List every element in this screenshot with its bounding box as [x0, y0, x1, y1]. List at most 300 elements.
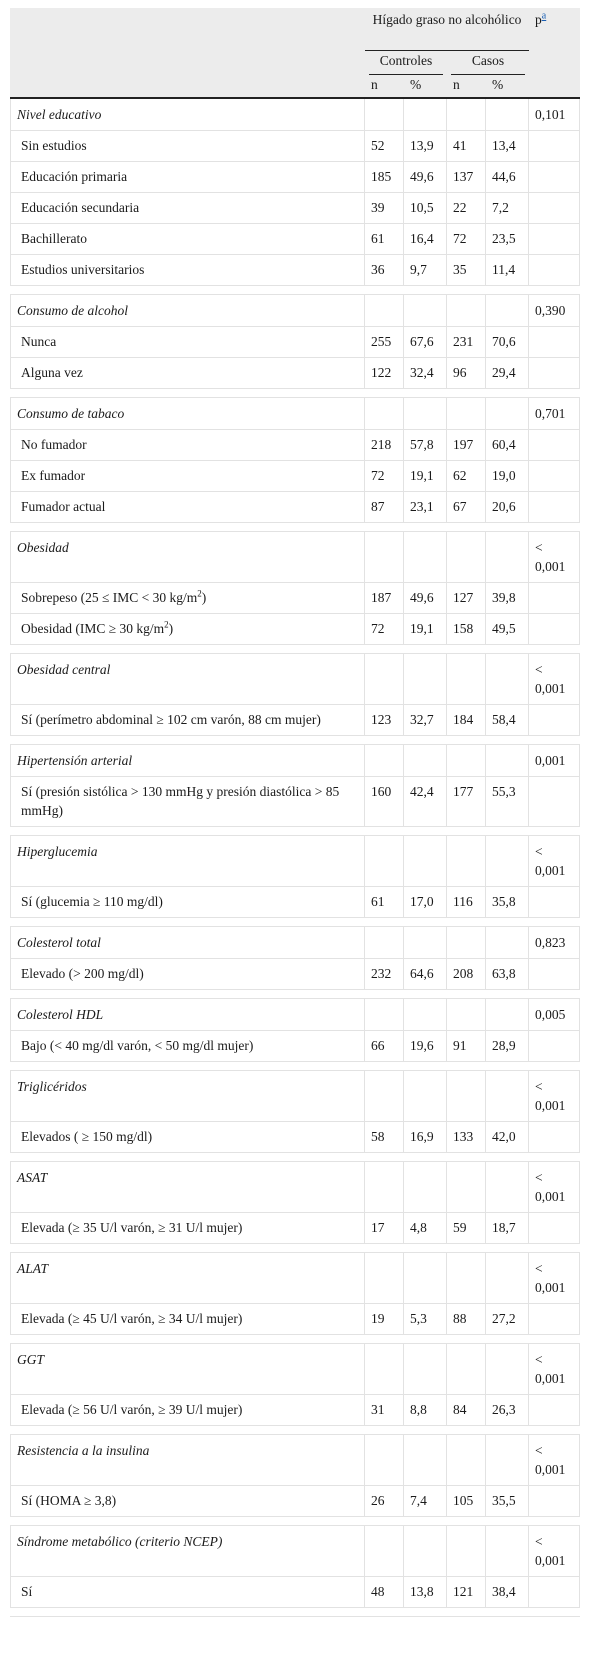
footnote-link[interactable]: a: [541, 10, 547, 22]
section-title: Hiperglucemia: [10, 836, 365, 887]
empty-cell: [365, 745, 404, 777]
empty-cell: [447, 1344, 486, 1395]
section-spacer: [10, 1517, 580, 1526]
table-row: [10, 1122, 580, 1153]
empty-cell: [404, 1253, 447, 1304]
cases-n-cell: 96: [447, 358, 486, 389]
empty-cell: [529, 430, 580, 461]
section-spacer: [10, 1426, 580, 1435]
p-value-cell: < 0,001: [529, 1162, 580, 1213]
controls-pct-cell: 10,5: [404, 193, 447, 224]
cases-n-cell: 231: [447, 327, 486, 358]
section-row: [10, 1253, 580, 1304]
empty-cell: [529, 492, 580, 523]
empty-cell: [365, 1435, 404, 1486]
cases-n-cell: 67: [447, 492, 486, 523]
section-title: Síndrome metabólico (criterio NCEP): [10, 1526, 365, 1577]
row-label: Sí (HOMA ≥ 3,8): [10, 1486, 365, 1517]
controls-n-cell: 19: [365, 1304, 404, 1335]
section-spacer: [10, 990, 580, 999]
controls-pct-cell: 67,6: [404, 327, 447, 358]
spacer-cell: [10, 389, 580, 398]
cases-pct-cell: 60,4: [486, 430, 529, 461]
cases-pct-cell: 19,0: [486, 461, 529, 492]
cases-pct-cell: 63,8: [486, 959, 529, 990]
cases-pct-cell: 23,5: [486, 224, 529, 255]
controls-n-cell: 218: [365, 430, 404, 461]
section-spacer: [10, 918, 580, 927]
spacer-cell: [10, 523, 580, 532]
table-header: [10, 8, 580, 99]
empty-cell: [486, 745, 529, 777]
empty-cell: [365, 1344, 404, 1395]
controls-pct-cell: 19,6: [404, 1031, 447, 1062]
cases-n-header: n: [447, 75, 486, 99]
controls-n-cell: 160: [365, 777, 404, 827]
cases-pct-cell: 29,4: [486, 358, 529, 389]
controls-pct-cell: 4,8: [404, 1213, 447, 1244]
empty-cell: [486, 1344, 529, 1395]
section-row: [10, 1435, 580, 1486]
empty-cell: [404, 999, 447, 1031]
cases-n-cell: 35: [447, 255, 486, 286]
empty-cell: [486, 999, 529, 1031]
row-label: Sí: [10, 1577, 365, 1608]
cases-pct-cell: 35,8: [486, 887, 529, 918]
empty-cell: [486, 295, 529, 327]
empty-cell: [486, 1435, 529, 1486]
section-row: [10, 745, 580, 777]
cases-pct-cell: 39,8: [486, 583, 529, 614]
spacer-cell: [10, 918, 580, 927]
section-title: ALAT: [10, 1253, 365, 1304]
section-row: [10, 532, 580, 583]
controls-n-cell: 52: [365, 131, 404, 162]
empty-cell: [365, 927, 404, 959]
table-row: [10, 358, 580, 389]
table-row: [10, 430, 580, 461]
spacer-cell: [10, 1335, 580, 1344]
controls-pct-cell: 16,4: [404, 224, 447, 255]
section-title: Obesidad central: [10, 654, 365, 705]
empty-cell: [529, 131, 580, 162]
empty-cell: [365, 1253, 404, 1304]
section-row: [10, 398, 580, 430]
section-spacer: [10, 645, 580, 654]
cases-pct-cell: 20,6: [486, 492, 529, 523]
table-row: [10, 777, 580, 827]
table-row: [10, 255, 580, 286]
controls-n-cell: 48: [365, 1577, 404, 1608]
cases-pct-cell: 55,3: [486, 777, 529, 827]
p-value-header: [529, 8, 580, 51]
cases-pct-cell: 28,9: [486, 1031, 529, 1062]
empty-cell: [404, 1162, 447, 1213]
empty-cell: [447, 654, 486, 705]
section-title: GGT: [10, 1344, 365, 1395]
section-spacer: [10, 286, 580, 295]
empty-cell: [529, 193, 580, 224]
controls-pct-cell: 64,6: [404, 959, 447, 990]
empty-cell: [529, 614, 580, 645]
spacer-cell: [10, 990, 580, 999]
empty-cell: [404, 1344, 447, 1395]
cases-pct-cell: 70,6: [486, 327, 529, 358]
empty-cell: [529, 1486, 580, 1517]
controls-pct-cell: 8,8: [404, 1395, 447, 1426]
row-label: Sí (perímetro abdominal ≥ 102 cm varón, 88 cm mujer): [10, 705, 365, 736]
row-label: Bajo (< 40 mg/dl varón, < 50 mg/dl mujer): [10, 1031, 365, 1062]
section-title: Resistencia a la insulina: [10, 1435, 365, 1486]
controls-pct-cell: 13,8: [404, 1577, 447, 1608]
empty-cell: [447, 1435, 486, 1486]
empty-cell: [529, 705, 580, 736]
table-row: [10, 959, 580, 990]
section-row: [10, 1344, 580, 1395]
controls-n-cell: 26: [365, 1486, 404, 1517]
empty-cell: [447, 999, 486, 1031]
controls-pct-cell: 19,1: [404, 461, 447, 492]
section-spacer: [10, 523, 580, 532]
header-blank: [10, 51, 365, 75]
row-label: Sin estudios: [10, 131, 365, 162]
controls-n-cell: 61: [365, 224, 404, 255]
empty-cell: [529, 255, 580, 286]
section-title: Colesterol HDL: [10, 999, 365, 1031]
section-title: Nivel educativo: [10, 99, 365, 131]
row-label: Bachillerato: [10, 224, 365, 255]
empty-cell: [529, 224, 580, 255]
controls-n-cell: 36: [365, 255, 404, 286]
section-row: [10, 654, 580, 705]
table-row: [10, 327, 580, 358]
empty-cell: [404, 745, 447, 777]
section-row: [10, 295, 580, 327]
table-row: [10, 131, 580, 162]
controls-n-cell: 232: [365, 959, 404, 990]
empty-cell: [365, 1071, 404, 1122]
row-label: No fumador: [10, 430, 365, 461]
section-row: [10, 1526, 580, 1577]
row-label: Elevada (≥ 45 U/l varón, ≥ 34 U/l mujer): [10, 1304, 365, 1335]
section-row: [10, 927, 580, 959]
spacer-cell: [10, 1153, 580, 1162]
p-value-cell: 0,005: [529, 999, 580, 1031]
empty-cell: [529, 1122, 580, 1153]
row-label: Elevados ( ≥ 150 mg/dl): [10, 1122, 365, 1153]
controls-header: Controles: [365, 51, 447, 75]
empty-cell: [486, 836, 529, 887]
empty-cell: [365, 295, 404, 327]
cases-n-cell: 91: [447, 1031, 486, 1062]
empty-cell: [447, 927, 486, 959]
controls-n-cell: 72: [365, 614, 404, 645]
empty-cell: [404, 532, 447, 583]
p-value-cell: < 0,001: [529, 1253, 580, 1304]
empty-cell: [365, 836, 404, 887]
table-row: [10, 583, 580, 614]
row-label: Educación primaria: [10, 162, 365, 193]
section-title: Triglicéridos: [10, 1071, 365, 1122]
cases-n-cell: 133: [447, 1122, 486, 1153]
empty-cell: [486, 1526, 529, 1577]
controls-pct-cell: 5,3: [404, 1304, 447, 1335]
section-spacer: [10, 1153, 580, 1162]
controls-pct-cell: 9,7: [404, 255, 447, 286]
empty-cell: [404, 1526, 447, 1577]
controls-n-header: n: [365, 75, 404, 99]
empty-cell: [486, 1071, 529, 1122]
cases-pct-cell: 27,2: [486, 1304, 529, 1335]
cases-pct-cell: 13,4: [486, 131, 529, 162]
cases-n-cell: 22: [447, 193, 486, 224]
row-label: Sí (presión sistólica > 130 mmHg y presión diastólica > 85 mmHg): [10, 777, 365, 827]
row-label: Alguna vez: [10, 358, 365, 389]
cases-pct-cell: 38,4: [486, 1577, 529, 1608]
empty-cell: [365, 99, 404, 131]
empty-cell: [447, 1526, 486, 1577]
header-blank: [10, 75, 365, 99]
empty-cell: [404, 295, 447, 327]
table-row: [10, 492, 580, 523]
section-title: Obesidad: [10, 532, 365, 583]
empty-cell: [365, 1162, 404, 1213]
controls-pct-cell: 13,9: [404, 131, 447, 162]
table-row: [10, 1031, 580, 1062]
empty-cell: [404, 836, 447, 887]
cases-pct-cell: 26,3: [486, 1395, 529, 1426]
controls-n-cell: 185: [365, 162, 404, 193]
section-title: Colesterol total: [10, 927, 365, 959]
p-value-cell: < 0,001: [529, 532, 580, 583]
cases-n-cell: 41: [447, 131, 486, 162]
cases-n-cell: 127: [447, 583, 486, 614]
row-label: Obesidad (IMC ≥ 30 $kg/m^2$): [10, 614, 365, 645]
empty-cell: [404, 398, 447, 430]
table-row: [10, 1395, 580, 1426]
controls-n-cell: 66: [365, 1031, 404, 1062]
empty-cell: [365, 532, 404, 583]
cases-n-cell: 197: [447, 430, 486, 461]
cases-n-cell: 62: [447, 461, 486, 492]
p-label: p: [535, 12, 542, 27]
cases-n-cell: 59: [447, 1213, 486, 1244]
controls-n-cell: 58: [365, 1122, 404, 1153]
empty-cell: [404, 654, 447, 705]
p-value-cell: 0,701: [529, 398, 580, 430]
section-row: [10, 99, 580, 131]
controls-pct-cell: 23,1: [404, 492, 447, 523]
cases-pct-cell: 11,4: [486, 255, 529, 286]
table-row: [10, 224, 580, 255]
p-value-cell: < 0,001: [529, 1526, 580, 1577]
section-title: Hipertensión arterial: [10, 745, 365, 777]
controls-pct-cell: 57,8: [404, 430, 447, 461]
empty-cell: [529, 959, 580, 990]
empty-cell: [529, 777, 580, 827]
empty-cell: [447, 745, 486, 777]
table-row: [10, 1304, 580, 1335]
p-value-cell: 0,390: [529, 295, 580, 327]
table-row: [10, 705, 580, 736]
section-row: [10, 1162, 580, 1213]
p-value-cell: < 0,001: [529, 836, 580, 887]
row-label: Sí (glucemia ≥ 110 mg/dl): [10, 887, 365, 918]
empty-cell: [529, 1031, 580, 1062]
controls-pct-cell: 19,1: [404, 614, 447, 645]
controls-pct-cell: 32,7: [404, 705, 447, 736]
empty-cell: [447, 1162, 486, 1213]
section-spacer: [10, 1062, 580, 1071]
cases-n-cell: 158: [447, 614, 486, 645]
empty-cell: [404, 99, 447, 131]
controls-pct-cell: 32,4: [404, 358, 447, 389]
section-spacer: [10, 1608, 580, 1617]
spacer-cell: [10, 645, 580, 654]
section-title: Consumo de alcohol: [10, 295, 365, 327]
cases-n-cell: 72: [447, 224, 486, 255]
cases-n-cell: 116: [447, 887, 486, 918]
empty-cell: [404, 1435, 447, 1486]
spacer-cell: [10, 1062, 580, 1071]
empty-cell: [404, 927, 447, 959]
section-spacer: [10, 389, 580, 398]
cases-n-cell: 88: [447, 1304, 486, 1335]
header-blank: [10, 8, 365, 51]
cases-header: Casos: [447, 51, 529, 75]
empty-cell: [529, 358, 580, 389]
table-row: [10, 162, 580, 193]
row-label: Educación secundaria: [10, 193, 365, 224]
group-title: Hígado graso no alcohólico: [365, 8, 529, 51]
empty-cell: [447, 836, 486, 887]
empty-cell: [529, 327, 580, 358]
empty-cell: [447, 398, 486, 430]
cases-n-cell: 208: [447, 959, 486, 990]
empty-cell: [529, 1395, 580, 1426]
empty-cell: [486, 398, 529, 430]
controls-n-cell: 17: [365, 1213, 404, 1244]
p-value-cell: 0,823: [529, 927, 580, 959]
row-label: Sobrepeso (25 ≤ IMC < 30 $kg/m^2$): [10, 583, 365, 614]
cases-n-cell: 121: [447, 1577, 486, 1608]
empty-cell: [529, 887, 580, 918]
p-value-cell: 0,101: [529, 99, 580, 131]
row-label: Nunca: [10, 327, 365, 358]
header-blank: [529, 75, 580, 99]
table-row: [10, 461, 580, 492]
spacer-cell: [10, 286, 580, 295]
spacer-cell: [10, 1426, 580, 1435]
spacer-cell: [10, 1244, 580, 1253]
empty-cell: [486, 927, 529, 959]
empty-cell: [486, 1253, 529, 1304]
section-title: Consumo de tabaco: [10, 398, 365, 430]
empty-cell: [486, 99, 529, 131]
section-spacer: [10, 736, 580, 745]
controls-n-cell: 72: [365, 461, 404, 492]
controls-pct-cell: 49,6: [404, 583, 447, 614]
controls-n-cell: 187: [365, 583, 404, 614]
controls-pct-header: %: [404, 75, 447, 99]
cases-n-cell: 177: [447, 777, 486, 827]
row-label: Estudios universitarios: [10, 255, 365, 286]
controls-pct-cell: 16,9: [404, 1122, 447, 1153]
empty-cell: [404, 1071, 447, 1122]
controls-pct-cell: 49,6: [404, 162, 447, 193]
empty-cell: [486, 654, 529, 705]
empty-cell: [486, 1162, 529, 1213]
cases-pct-cell: 58,4: [486, 705, 529, 736]
empty-cell: [447, 99, 486, 131]
controls-pct-cell: 42,4: [404, 777, 447, 827]
empty-cell: [486, 532, 529, 583]
spacer-cell: [10, 1517, 580, 1526]
section-spacer: [10, 827, 580, 836]
spacer-cell: [10, 1608, 580, 1617]
cases-pct-cell: 18,7: [486, 1213, 529, 1244]
cases-pct-header: %: [486, 75, 529, 99]
cases-pct-cell: 35,5: [486, 1486, 529, 1517]
empty-cell: [529, 583, 580, 614]
p-value-cell: < 0,001: [529, 1071, 580, 1122]
controls-n-cell: 122: [365, 358, 404, 389]
cases-n-cell: 84: [447, 1395, 486, 1426]
section-row: [10, 1071, 580, 1122]
empty-cell: [365, 1526, 404, 1577]
empty-cell: [529, 1304, 580, 1335]
spacer-cell: [10, 736, 580, 745]
controls-pct-cell: 7,4: [404, 1486, 447, 1517]
empty-cell: [365, 654, 404, 705]
p-value-cell: 0,001: [529, 745, 580, 777]
table-row: [10, 614, 580, 645]
row-label: Elevada (≥ 56 U/l varón, ≥ 39 U/l mujer): [10, 1395, 365, 1426]
empty-cell: [529, 1213, 580, 1244]
cases-pct-cell: 44,6: [486, 162, 529, 193]
section-spacer: [10, 1335, 580, 1344]
empty-cell: [447, 1071, 486, 1122]
empty-cell: [447, 532, 486, 583]
section-spacer: [10, 1244, 580, 1253]
table-row: [10, 887, 580, 918]
p-value-cell: < 0,001: [529, 1344, 580, 1395]
cases-n-cell: 137: [447, 162, 486, 193]
controls-n-cell: 123: [365, 705, 404, 736]
empty-cell: [447, 295, 486, 327]
controls-pct-cell: 17,0: [404, 887, 447, 918]
table-row: [10, 1486, 580, 1517]
empty-cell: [365, 398, 404, 430]
empty-cell: [447, 1253, 486, 1304]
table-row: [10, 193, 580, 224]
cases-pct-cell: 49,5: [486, 614, 529, 645]
controls-n-cell: 255: [365, 327, 404, 358]
row-label: Elevado (> 200 mg/dl): [10, 959, 365, 990]
cases-pct-cell: 42,0: [486, 1122, 529, 1153]
section-title: ASAT: [10, 1162, 365, 1213]
table-body: [10, 99, 580, 1617]
table-row: [10, 1577, 580, 1608]
controls-n-cell: 31: [365, 1395, 404, 1426]
cases-n-cell: 105: [447, 1486, 486, 1517]
controls-n-cell: 61: [365, 887, 404, 918]
cases-n-cell: 184: [447, 705, 486, 736]
spacer-cell: [10, 827, 580, 836]
empty-cell: [529, 461, 580, 492]
empty-cell: [529, 162, 580, 193]
table-row: [10, 1213, 580, 1244]
